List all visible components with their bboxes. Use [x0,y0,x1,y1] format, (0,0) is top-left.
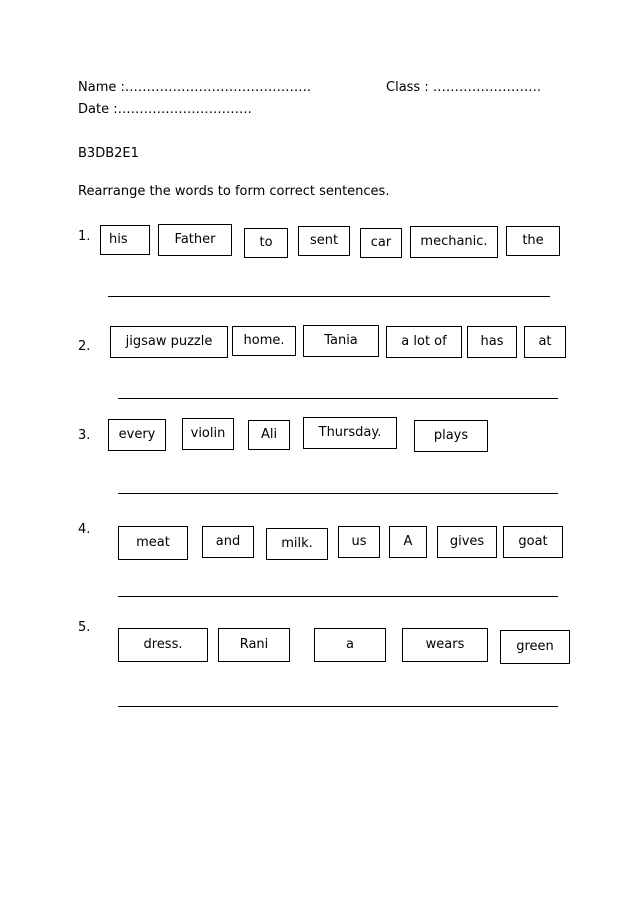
answer-line [108,296,550,297]
answer-line [118,706,558,707]
word-card[interactable]: sent [298,226,350,256]
word-card[interactable]: us [338,526,380,558]
word-card[interactable]: his [100,225,150,255]
name-field-label: Name :……………………………………. [78,80,311,95]
word-card[interactable]: plays [414,420,488,452]
word-card[interactable]: Father [158,224,232,256]
word-card[interactable]: meat [118,526,188,560]
question-number: 3. [78,428,91,443]
word-card[interactable]: jigsaw puzzle [110,326,228,358]
date-field-label: Date :…………………………. [78,102,252,117]
word-card[interactable]: a lot of [386,326,462,358]
answer-line [118,398,558,399]
word-card[interactable]: wears [402,628,488,662]
word-card[interactable]: A [389,526,427,558]
question-number: 4. [78,522,91,537]
instruction-text: Rearrange the words to form correct sentences. [78,184,390,199]
word-card[interactable]: car [360,228,402,258]
word-card[interactable]: a [314,628,386,662]
question-number: 2. [78,339,91,354]
class-field-label: Class : ……………………. [386,80,541,95]
worksheet-code: B3DB2E1 [78,146,139,161]
answer-line [118,596,558,597]
question-number: 1. [78,229,91,244]
word-card[interactable]: milk. [266,528,328,560]
word-card[interactable]: Tania [303,325,379,357]
word-card[interactable]: goat [503,526,563,558]
word-card[interactable]: Thursday. [303,417,397,449]
word-card[interactable]: gives [437,526,497,558]
answer-line [118,493,558,494]
word-card[interactable]: at [524,326,566,358]
word-card[interactable]: Rani [218,628,290,662]
word-card[interactable]: mechanic. [410,226,498,258]
word-card[interactable]: to [244,228,288,258]
word-card[interactable]: violin [182,418,234,450]
word-card[interactable]: every [108,419,166,451]
word-card[interactable]: and [202,526,254,558]
word-card[interactable]: has [467,326,517,358]
question-number: 5. [78,620,91,635]
word-card[interactable]: Ali [248,420,290,450]
word-card[interactable]: home. [232,326,296,356]
word-card[interactable]: dress. [118,628,208,662]
word-card[interactable]: the [506,226,560,256]
word-card[interactable]: green [500,630,570,664]
